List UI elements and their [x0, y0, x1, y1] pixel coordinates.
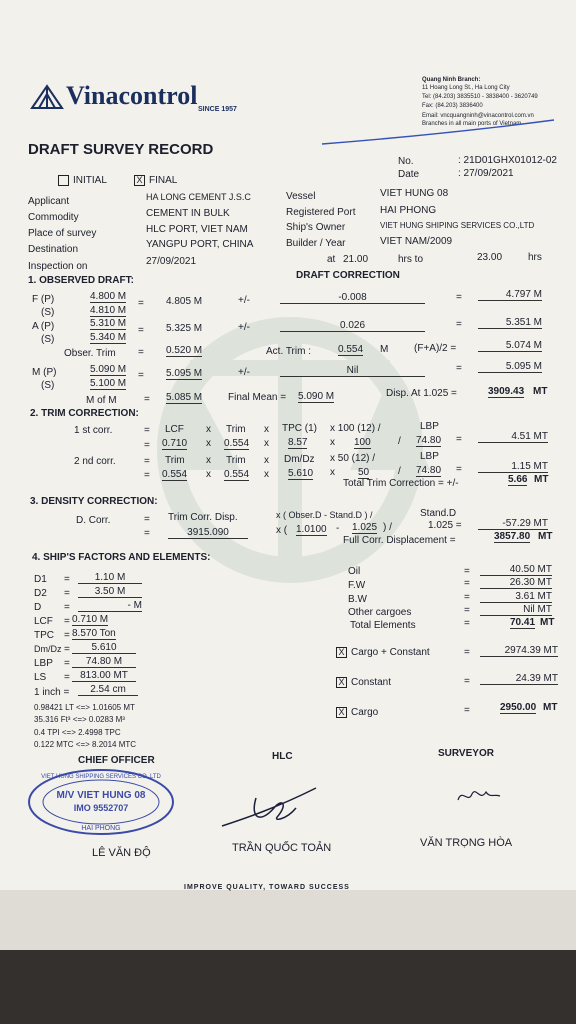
mp-value: 5.090 M [90, 364, 127, 375]
company-name: Vinacontrol [66, 81, 198, 110]
svg-text:M/V VIET HUNG 08: M/V VIET HUNG 08 [56, 790, 146, 801]
full-corr-unit: MT [538, 531, 553, 542]
density-formula-1: Trim Corr. Disp. [168, 512, 238, 523]
cargo-constant-row: X Cargo + Constant [336, 647, 430, 658]
res-a: 5.351 M [478, 317, 542, 329]
pm-m: +/- [238, 367, 250, 378]
corr-m: Nil [280, 365, 425, 377]
inspection-at-label: at [327, 254, 336, 265]
density-formula-2: x ( Obser.D - Stand.D ) / [276, 510, 373, 520]
act-trim: 0.554 [338, 344, 364, 355]
hlc-name: TRẦN QUỐC TOẢN [232, 842, 332, 854]
as-label: (S) [41, 334, 55, 345]
pm-a: +/- [238, 322, 250, 333]
factors-heading: 4. SHIP'S FACTORS AND ELEMENTS: [32, 552, 211, 563]
fp-label: F (P) [32, 294, 55, 305]
record-no: : 21D01GHX01012-02 [458, 155, 557, 166]
destination-label: Destination [28, 244, 79, 255]
cargo-constant-value: 2974.39 MT [480, 645, 558, 657]
port-value: HAI PHONG [380, 205, 437, 216]
as-value: 5.340 M [90, 332, 127, 343]
owner-label: Ship's Owner [286, 222, 346, 233]
footer-slogan: IMPROVE QUALITY, TOWARD SUCCESS [184, 884, 350, 891]
commodity-label: Commodity [28, 212, 79, 223]
surveyor-label: SURVEYOR [438, 748, 494, 759]
ap-value: 5.310 M [90, 318, 127, 329]
draft-correction-heading: DRAFT CORRECTION [296, 270, 400, 281]
disp-label: Disp. At 1.025 = [386, 388, 457, 399]
applicant-value: HA LONG CEMENT J.S.C [146, 192, 251, 202]
inspection-date: 27/09/2021 [146, 256, 197, 267]
inspection-from: 21.00 [343, 254, 369, 265]
page-title: DRAFT SURVEY RECORD [28, 141, 214, 158]
total-trim-label: Total Trim Correction = +/- [343, 478, 459, 489]
hrs-label: hrs [528, 252, 542, 263]
density-heading: 3. DENSITY CORRECTION: [30, 496, 158, 507]
act-trim-unit: M [380, 344, 389, 355]
branch-name: Quang Ninh Branch: [422, 77, 481, 83]
first-corr-result: 4.51 MT [478, 431, 548, 443]
density-formula-3: Stand.D [420, 508, 457, 519]
branch-address: 11 Hoang Long St., Ha Long City [422, 85, 510, 91]
company-stamp [26, 768, 176, 836]
hlc-label: HLC [272, 751, 293, 762]
constant-value: 24.39 MT [480, 673, 558, 685]
vessel-label: Vessel [286, 191, 316, 202]
second-corr-label: 2 nd corr. [74, 456, 116, 467]
builder-value: VIET NAM/2009 [380, 236, 453, 247]
applicant-label: Applicant [28, 196, 70, 207]
branch-fax: Fax: (84.203) 3836400 [422, 103, 483, 109]
f-mean: 4.805 M [166, 296, 203, 307]
a-mean: 5.325 M [166, 323, 203, 334]
final-checkbox: X [134, 175, 145, 186]
act-trim-label: Act. Trim : [266, 346, 311, 357]
branch-ports: Branches in all main ports of Vietnam [422, 121, 522, 127]
place-label: Place of survey [28, 228, 97, 239]
total-trim-unit: MT [534, 474, 549, 485]
svg-text:VIET HUNG SHIPPING SERVICES CO: VIET HUNG SHIPPING SERVICES CO.,LTD [41, 774, 161, 780]
fs-value: 4.810 M [90, 305, 127, 316]
mp-label: M (P) [32, 367, 57, 378]
constant-row: X Constant [336, 677, 391, 688]
destination-value: YANGPU PORT, CHINA [146, 239, 254, 250]
res-f: 4.797 M [478, 289, 542, 301]
record-date-label: Date [398, 169, 420, 180]
second-corr-result: 1.15 MT [478, 461, 548, 473]
disp-unit: MT [533, 386, 548, 397]
density-disp: 3915.090 [168, 527, 248, 539]
final-mean: 5.090 M [298, 391, 335, 402]
fa2-value: 5.074 M [478, 340, 542, 352]
chief-officer-name: LÊ VĂN ĐỘ [92, 847, 151, 859]
cargo-value: 2950.00 [500, 702, 537, 713]
surveyor-name: VĂN TRỌNG HÒA [420, 837, 513, 849]
builder-label: Builder / Year [286, 238, 346, 249]
chief-officer-label: CHIEF OFFICER [78, 755, 155, 766]
density-obs: 1.0100 [296, 524, 327, 535]
surveyor-signature [454, 784, 504, 808]
fs-label: (S) [41, 307, 55, 318]
svg-text:IMO 9552707: IMO 9552707 [73, 803, 129, 813]
place-value: HLC PORT, VIET NAM [146, 224, 248, 235]
fp-value: 4.800 M [90, 291, 127, 302]
disp-value: 3909.43 [488, 386, 525, 397]
ms-value: 5.100 M [90, 378, 127, 389]
trim-heading: 2. TRIM CORRECTION: [30, 408, 139, 419]
vinacontrol-logo-icon [30, 84, 64, 110]
mom-value: 5.085 M [166, 392, 203, 403]
initial-option: INITIAL [58, 175, 107, 186]
inspection-to-label: hrs to [398, 254, 424, 265]
full-corr-value: 3857.80 [494, 531, 531, 542]
trim-label: Obser. Trim [64, 348, 116, 359]
m-mean: 5.095 M [166, 368, 203, 379]
density-std: 1.025 [352, 522, 378, 533]
cargo-unit: MT [543, 702, 558, 713]
pm-f: +/- [238, 295, 250, 306]
density-result: -57.29 MT [478, 518, 548, 530]
density-label: D. Corr. [76, 515, 111, 526]
pen-mark [318, 118, 558, 148]
owner-value: VIET HUNG SHIPING SERVICES CO.,LTD [380, 221, 535, 230]
cargo-row: X Cargo [336, 707, 378, 718]
final-option: X FINAL [134, 175, 177, 186]
branch-tel: Tel: (84.203) 3835510 - 3838400 - 3620749 [422, 94, 538, 100]
ap-label: A (P) [32, 321, 55, 332]
final-mean-label: Final Mean = [228, 392, 287, 403]
mom-label: M of M [86, 395, 117, 406]
hlc-signature [216, 778, 326, 838]
underlying-page [0, 890, 576, 950]
vessel-value: VIET HUNG 08 [380, 188, 449, 199]
port-label: Registered Port [286, 207, 356, 218]
initial-checkbox [58, 175, 69, 186]
ms-label: (S) [41, 380, 55, 391]
background-surface [0, 950, 576, 1024]
corr-a: 0.026 [280, 320, 425, 332]
record-date: : 27/09/2021 [458, 168, 514, 179]
observed-heading: 1. OBSERVED DRAFT: [28, 275, 134, 286]
fa2-label: (F+A)/2 = [414, 343, 457, 354]
obs-trim: 0.520 M [166, 345, 203, 356]
res-m: 5.095 M [478, 361, 542, 373]
inspection-to: 23.00 [477, 252, 503, 263]
branch-email: Email: vncquangninh@vinacontrol.com.vn [422, 113, 534, 119]
inspection-label: Inspection on [28, 261, 88, 272]
record-no-label: No. [398, 156, 414, 167]
svg-text:HAI PHONG: HAI PHONG [81, 825, 121, 832]
corr-f: -0.008 [280, 292, 425, 304]
first-corr-label: 1 st corr. [74, 425, 113, 436]
density-std2: 1.025 = [428, 520, 462, 531]
full-corr-label: Full Corr. Displacement = [343, 535, 456, 546]
total-trim-value: 5.66 [508, 474, 528, 485]
company-since: SINCE 1957 [198, 106, 237, 113]
commodity-value: CEMENT IN BULK [146, 208, 230, 219]
